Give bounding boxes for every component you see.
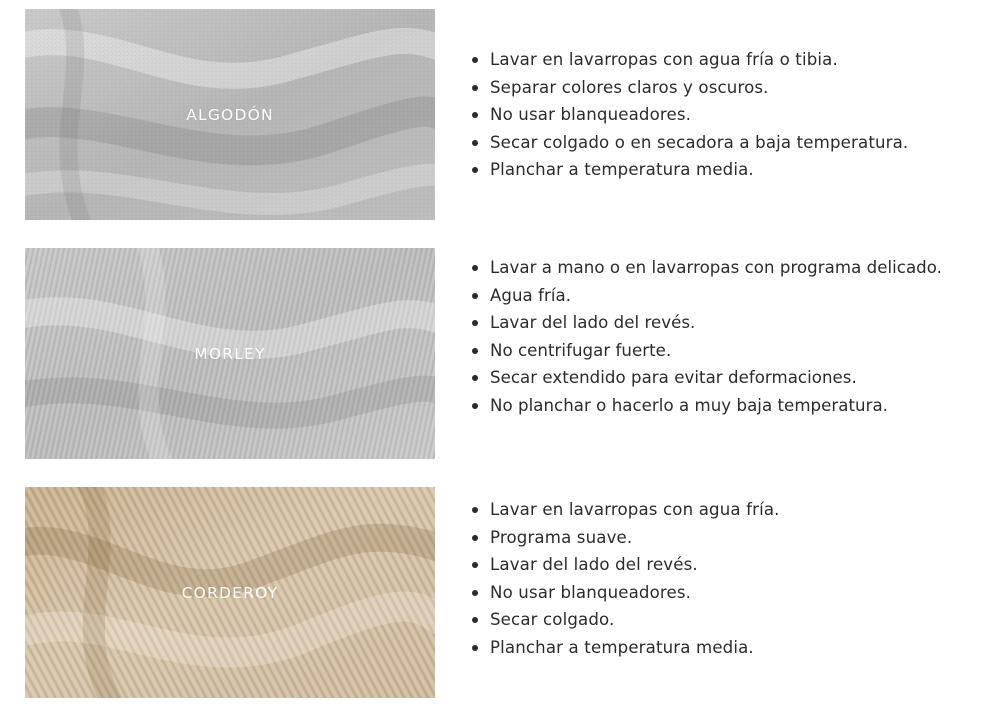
care-instruction-text: Planchar a temperatura media. <box>490 637 754 657</box>
fabric-section-algodon <box>0 9 1000 220</box>
care-instruction-text: Secar extendido para evitar deformaciones. <box>490 368 857 388</box>
list-item <box>466 101 908 129</box>
bullet-icon <box>472 535 478 541</box>
bullet-icon <box>472 645 478 651</box>
care-instruction-text: No usar blanqueadores. <box>490 105 692 125</box>
list-item <box>466 309 942 337</box>
bullet-icon <box>472 57 478 63</box>
bullet-icon <box>472 507 478 513</box>
bullet-icon <box>472 293 478 299</box>
care-instructions-list <box>466 496 780 662</box>
care-instruction-text: Planchar a temperatura media. <box>490 160 754 180</box>
bullet-icon <box>472 85 478 91</box>
list-item <box>466 129 908 157</box>
list-item <box>466 524 780 552</box>
care-instruction-text: No usar blanqueadores. <box>490 582 692 602</box>
care-instruction-text: Agua fría. <box>490 285 572 305</box>
bullet-icon <box>472 167 478 173</box>
bullet-icon <box>472 617 478 623</box>
fabric-swatch-algodon <box>25 9 435 220</box>
care-instruction-text: Lavar en lavarropas con agua fría. <box>490 500 780 519</box>
list-item <box>466 606 780 634</box>
bullet-icon <box>472 562 478 568</box>
bullet-icon <box>472 403 478 409</box>
fabric-name: ALGODÓN <box>186 105 274 124</box>
care-instruction-text: No planchar o hacerlo a muy baja temperatura. <box>490 395 889 415</box>
list-item <box>466 392 942 420</box>
care-instruction-text: Secar colgado o en secadora a baja temperatura. <box>490 132 909 152</box>
care-instruction-text: Lavar en lavarropas con agua fría o tibia. <box>490 50 838 69</box>
list-item <box>466 496 780 524</box>
list-item <box>466 634 780 662</box>
care-instructions-list <box>466 254 942 420</box>
list-item <box>466 282 942 310</box>
bullet-icon <box>472 348 478 354</box>
care-instruction-text: Lavar a mano o en lavarropas con programa delicado. <box>490 258 942 277</box>
bullet-icon <box>472 375 478 381</box>
list-item <box>466 337 942 365</box>
bullet-icon <box>472 320 478 326</box>
list-item <box>466 74 908 102</box>
care-instruction-text: Programa suave. <box>490 527 633 547</box>
list-item <box>466 46 908 74</box>
fabric-name: CORDEROY <box>181 583 279 602</box>
care-instruction-text: Secar colgado. <box>490 610 615 630</box>
fabric-swatch-corderoy <box>25 487 435 698</box>
bullet-icon <box>472 112 478 118</box>
list-item <box>466 254 942 282</box>
bullet-icon <box>472 140 478 146</box>
care-instruction-text: No centrifugar fuerte. <box>490 340 672 360</box>
list-item <box>466 579 780 607</box>
care-instruction-text: Lavar del lado del revés. <box>490 555 698 575</box>
list-item <box>466 551 780 579</box>
care-instruction-text: Separar colores claros y oscuros. <box>490 77 769 97</box>
care-instructions-list <box>466 46 908 184</box>
list-item <box>466 364 942 392</box>
bullet-icon <box>472 590 478 596</box>
care-instruction-text: Lavar del lado del revés. <box>490 313 696 333</box>
fabric-section-corderoy <box>0 487 1000 698</box>
fabric-swatch-morley <box>25 248 435 459</box>
bullet-icon <box>472 265 478 271</box>
fabric-name: MORLEY <box>194 344 266 363</box>
fabric-section-morley <box>0 248 1000 459</box>
list-item <box>466 156 908 184</box>
